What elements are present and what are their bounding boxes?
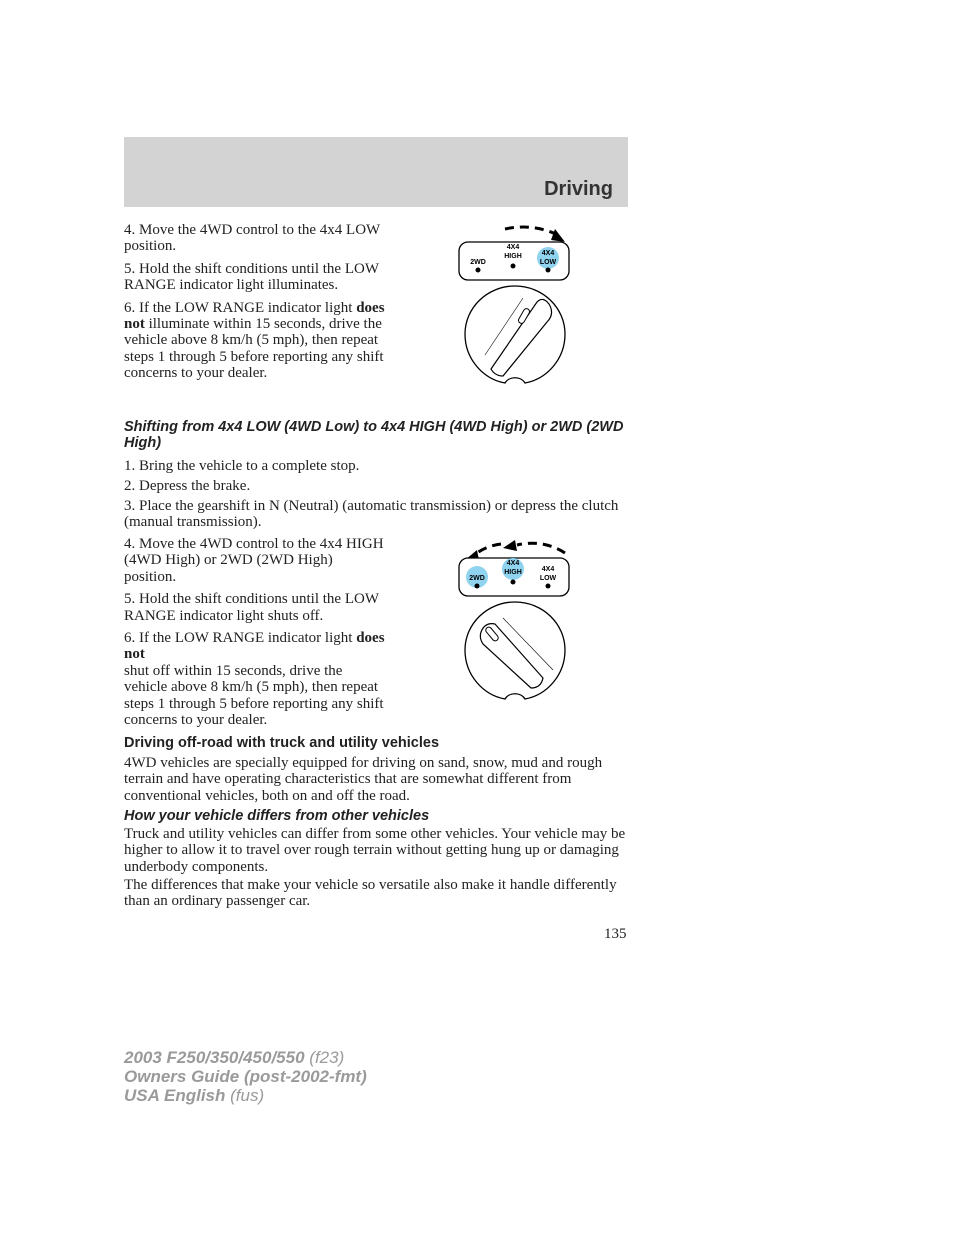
document-footer <box>124 1048 367 1105</box>
differs-paragraph-2: The differences that make your vehicle so versatile also make it handle differently than an ordinary passenger car. <box>124 877 617 910</box>
heading-shifting: Shifting from 4x4 LOW (4WD Low) to 4x4 HIGH (4WD High) or 2WD (2WD High) <box>124 419 624 451</box>
heading-differs: How your vehicle differs from other vehicles <box>124 808 430 824</box>
label-4x4-low-top: 4X4 <box>541 566 555 573</box>
label-high: HIGH <box>504 569 522 576</box>
step-4-low: 4. Move the 4WD control to the 4x4 LOW position. <box>124 222 380 255</box>
label-4x4-high-top: 4X4 <box>506 244 520 251</box>
label-4x4-low-top: 4X4 <box>541 250 555 257</box>
step-6-low: 6. If the LOW RANGE indicator light does not illuminate within 15 seconds, drive the vehicle above 8 km/h (5 mph), then repeat steps 1 through 5 before reporting any shift concerns to your dealer. <box>124 299 385 382</box>
4wd-knob-low-illustration <box>455 222 575 388</box>
steps-1-3 <box>124 458 630 531</box>
label-4x4-high-top: 4X4 <box>506 560 520 567</box>
label-low: LOW <box>539 259 557 266</box>
step-5-low: 5. Hold the shift conditions until the LOW RANGE indicator light illuminates. <box>124 260 379 294</box>
label-2wd: 2WD <box>470 259 486 266</box>
step-1: 1. Bring the vehicle to a complete stop. <box>124 458 360 474</box>
step-3: 3. Place the gearshift in N (Neutral) (automatic transmission) or depress the clutch (manual transmission). <box>124 497 619 531</box>
section-header <box>124 137 628 207</box>
footer-line-3: USA English (fus) <box>124 1086 265 1105</box>
label-low: LOW <box>539 575 557 582</box>
page-number: 135 <box>604 926 627 942</box>
step-6-high-continuation: shut off within 15 seconds, drive the vehicle above 8 km/h (5 mph), then repeat steps 1 through 5 before reporting any shift concerns to your dealer. <box>124 663 384 729</box>
step-2: 2. Depress the brake. <box>124 477 251 494</box>
step-4-high: 4. Move the 4WD control to the 4x4 HIGH (4WD High) or 2WD (2WD High) position. <box>124 536 384 585</box>
section-title: Driving <box>544 178 613 200</box>
differs-paragraph-1: Truck and utility vehicles can differ from some other vehicles. Your vehicle may be higher to allow it to travel over rough terrain without getting hung up or damaging underbody components. <box>124 826 626 875</box>
heading-offroad: Driving off-road with truck and utility vehicles <box>124 735 440 751</box>
step-5-high: 5. Hold the shift conditions until the LOW RANGE indicator light shuts off. <box>124 591 379 624</box>
footer-line-2: Owners Guide (post-2002-fmt) <box>124 1067 367 1086</box>
footer-line-1: 2003 F250/350/450/550 (f23) <box>124 1048 345 1067</box>
step-6-high: 6. If the LOW RANGE indicator light does not <box>124 630 385 663</box>
label-high: HIGH <box>504 253 522 260</box>
label-2wd: 2WD <box>469 575 485 582</box>
offroad-paragraph: 4WD vehicles are specially equipped for driving on sand, snow, mud and rough terrain and have operating characteristics that are somewhat different from conventional vehicles, both on and off the road. <box>124 755 603 804</box>
4wd-knob-high-illustration <box>455 538 575 704</box>
steps-to-low <box>124 222 386 382</box>
